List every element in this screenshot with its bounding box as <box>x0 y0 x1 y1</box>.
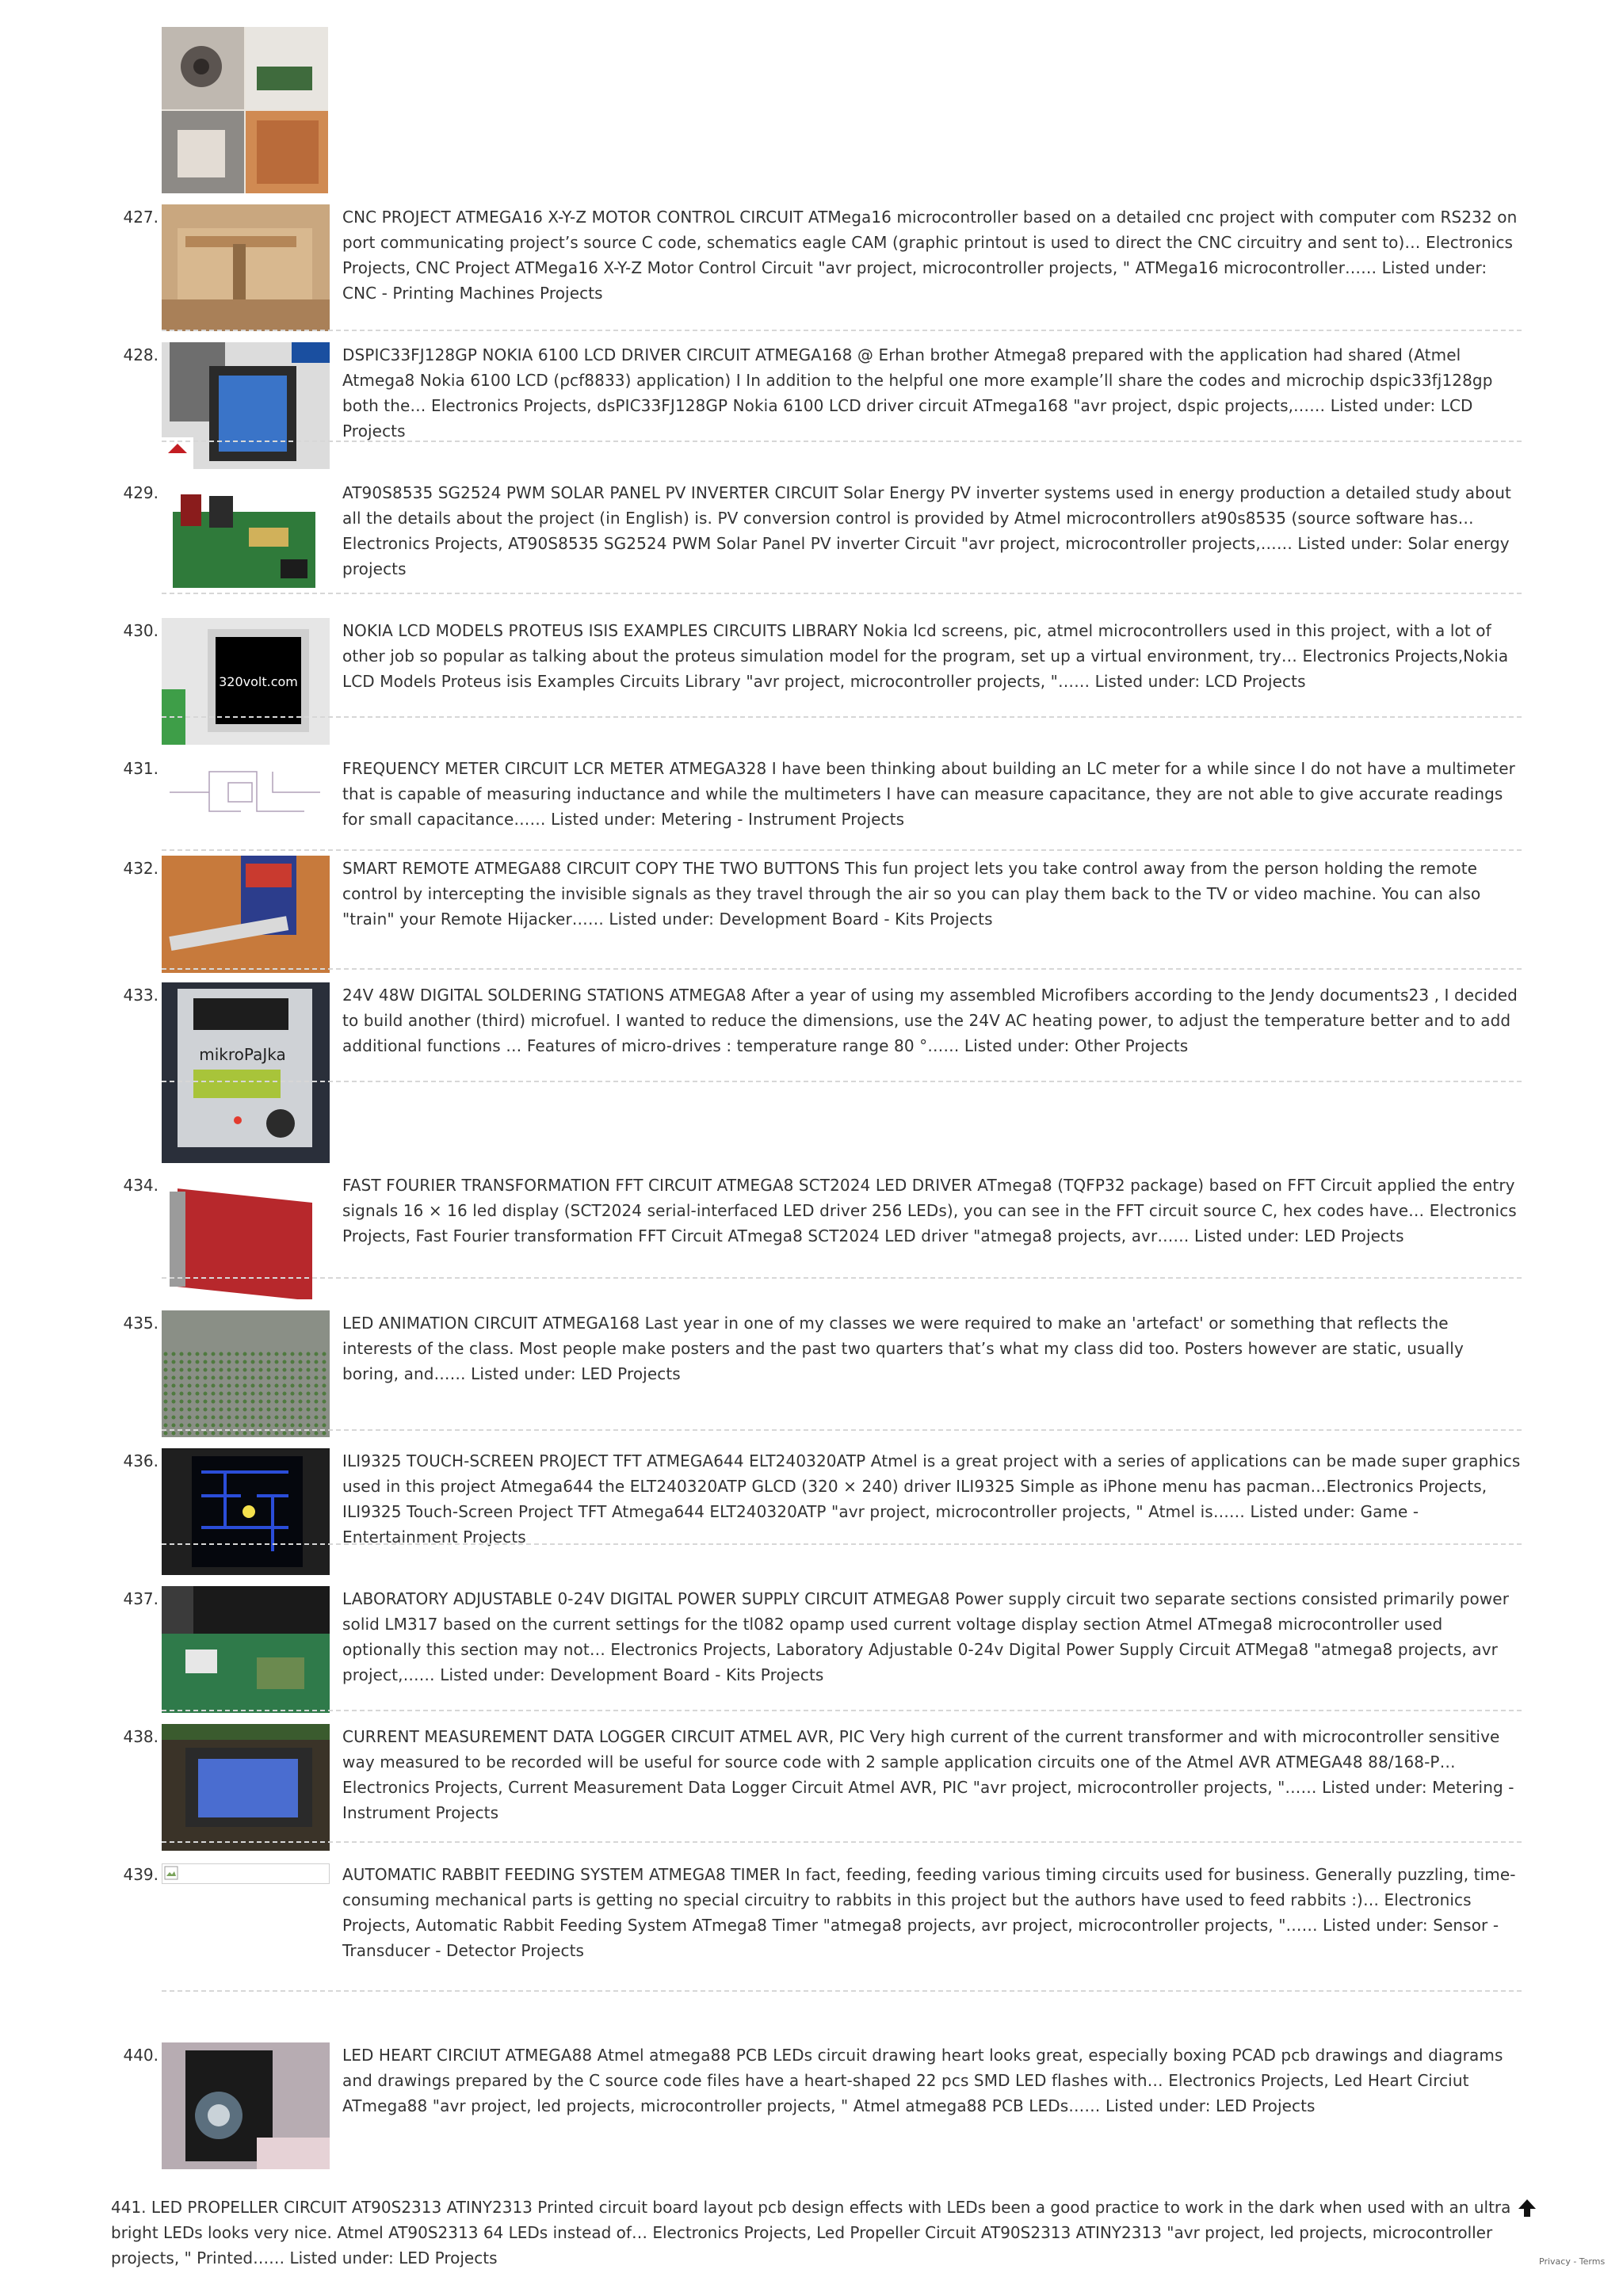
pcb-board-thumbnail[interactable] <box>162 480 330 607</box>
item-separator <box>162 1990 1522 1992</box>
item-description[interactable]: 24V 48W DIGITAL SOLDERING STATIONS ATMEGA8 After a year of using my assembled Microfibers according to the Jendy documents23 , I decided to build another (third) microfuel. I wanted to reduce the dimensions, use the 24V AC heating power, to adjust the temperature better and to add additional functions … Features of micro-drives : temperature range 80 °…… Listed under: Other Projects <box>342 986 1518 1055</box>
item-description[interactable]: FAST FOURIER TRANSFORMATION FFT CIRCUIT ATMEGA8 SCT2024 LED DRIVER ATmega8 (TQFP32 package) based on FFT Circuit applied the entry signals 16 × 16 led display (SCT2024 serial-interfaced LED driver 256 LEDs), you can see in the FFT circuit source C, hex codes have… Electronics Projects, Fast Fourier transformation FFT Circuit ATmega8 SCT2024 LED driver "atmega8 projects, avr…… Listed under: LED Projects <box>342 1176 1517 1245</box>
item-description[interactable]: CURRENT MEASUREMENT DATA LOGGER CIRCUIT ATMEL AVR, PIC Very high current of the current transformer and with microcontroller sensitive way measured to be recorded will be useful for source code with 2 sample application circuits one of the Atmel AVR ATMEGA48 88/168-P…Electronics Projects, Current Measurement Data Logger Circuit Atmel AVR, PIC "avr project, microcontroller projects, "…… Listed under: Metering - Instrument Projects <box>342 1727 1514 1822</box>
item-description[interactable]: LABORATORY ADJUSTABLE 0-24V DIGITAL POWER SUPPLY CIRCUIT ATMEGA8 Power supply circuit two separate sections consisted primarily power solid LM317 based on the current settings for the tl082 opamp used current voltage display section Atmel ATmega8 microcontroller used optionally this section may not… Electronics Projects, Laboratory Adjustable 0-24v Digital Power Supply Circuit ATMega8 "atmega8 projects, avr project,…… Listed under: Development Board - Kits Projects <box>342 1589 1510 1684</box>
item-number: 437. <box>123 1589 158 1608</box>
collage-thumbnail[interactable] <box>162 27 328 193</box>
item-separator <box>162 593 1522 594</box>
item-number: 431. <box>123 759 158 778</box>
item-number: 441. <box>111 2198 147 2217</box>
item-description[interactable]: CNC PROJECT ATMEGA16 X-Y-Z MOTOR CONTROL CIRCUIT ATMega16 microcontroller based on a detailed cnc project with computer com RS232 on port communicating project’s source C code, schematics eagle CAM (graphic printout is used to direct the CNC circuitry and sent to)… Electronics Projects, CNC Project ATMega16 X-Y-Z Motor Control Circuit "avr project, microcontroller projects, " ATMega16 microcontroller…… Listed under: CNC - Printing Machines Projects <box>342 208 1518 303</box>
led-grid-thumbnail[interactable] <box>162 1310 330 1437</box>
item-number: 434. <box>123 1176 158 1195</box>
soldering-station-thumbnail[interactable] <box>162 982 330 1163</box>
item-description[interactable]: AUTOMATIC RABBIT FEEDING SYSTEM ATMEGA8 TIMER In fact, feeding, feeding various timing circuits used for business. Generally puzzling, time-consuming mechanical parts is getting no special circuitry to rabbits in this project but the authors have used to feed rabbits :)… Electronics Projects, Automatic Rabbit Feeding System ATmega8 Timer "atmega8 projects, avr project, microcontroller projects, "…… Listed under: Sensor - Transducer - Detector Projects <box>342 1865 1516 1960</box>
cnc-machine-thumbnail[interactable] <box>162 204 330 331</box>
privacy-terms <box>1539 2256 1605 2267</box>
item-description[interactable]: LED HEART CIRCIUT ATMEGA88 Atmel atmega88 PCB LEDs circuit drawing heart looks great, especially boxing PCAD pcb drawings and diagrams and drawings prepared by the C source code files have a heart-shaped 22 pcs SMD LED flashes with… Electronics Projects, Led Heart Circiut ATmega88 "avr project, led projects, microcontroller projects, " Atmel atmega88 PCB LEDs…… Listed under: LED Projects <box>342 2046 1503 2115</box>
item-number: 432. <box>123 859 158 878</box>
item-separator <box>162 441 1522 442</box>
item-number: 438. <box>123 1727 158 1746</box>
nokia-lcd-thumbnail[interactable] <box>162 342 330 469</box>
footer-separator: - <box>1570 2256 1579 2267</box>
item-description[interactable]: AT90S8535 SG2524 PWM SOLAR PANEL PV INVERTER CIRCUIT Solar Energy PV inverter systems used in energy production a detailed study about all the details about the project (in English) is. PV conversion control is provided by Atmel microcontrollers at90s8535 (source software has… Electronics Projects, AT90S8535 SG2524 PWM Solar Panel PV inverter Circuit "avr project, microcontroller projects,…… Listed under: Solar energy projects <box>342 483 1512 578</box>
lcd-320volt-thumbnail[interactable] <box>162 618 330 745</box>
item-description[interactable]: LED PROPELLER CIRCUIT AT90S2313 ATINY2313 Printed circuit board layout pcb design effects with LEDs been a good practice to work in the dark when used with an ultra bright LEDs looks very nice. Atmel AT90S2313 64 LEDs instead of… Electronics Projects, Led Propeller Circuit AT90S2313 ATINY2313 "avr project, led projects, microcontroller projects, " Printed…… Listed under: LED Projects <box>111 2198 1511 2267</box>
item-separator <box>162 716 1522 718</box>
item-number: 440. <box>123 2046 158 2065</box>
item-description[interactable]: DSPIC33FJ128GP NOKIA 6100 LCD DRIVER CIRCUIT ATMEGA168 @ Erhan brother Atmega8 prepared with the application had shared (Atmel Atmega8 Nokia 6100 LCD (pcf8833) application) I In addition to the helpful one more example’ll share the codes and microchip dspic33fj128gp both the… Electronics Projects, dsPIC33FJ128GP Nokia 6100 LCD driver circuit ATmega168 "avr project, dspic projects,…… Listed under: LCD Projects <box>342 345 1493 441</box>
scroll-to-top-icon[interactable] <box>1517 2198 1537 2218</box>
can-remote-thumbnail[interactable] <box>162 856 330 973</box>
item-separator <box>162 968 1522 970</box>
item-number: 435. <box>123 1314 158 1333</box>
data-logger-thumbnail[interactable] <box>162 1724 330 1851</box>
terms-link[interactable]: Terms <box>1579 2256 1606 2267</box>
thumbnail-label: 320volt.com <box>219 674 298 689</box>
item-description[interactable]: SMART REMOTE ATMEGA88 CIRCUIT COPY THE TWO BUTTONS This fun project lets you take control away from the person holding the remote control by intercepting the invisible signals as they travel through the air so you can play them back to the TV or video machine. You can also "train" your Remote Hijacker…… Listed under: Development Board - Kits Projects <box>342 859 1481 929</box>
item-description[interactable]: ILI9325 TOUCH-SCREEN PROJECT TFT ATMEGA644 ELT240320ATP Atmel is a great project with a series of applications can be made super graphics used in this project Atmega644 the ELT240320ATP GLCD (320 × 240) driver ILI9325 Simple as iPhone menu has pacman…Electronics Projects, ILI9325 Touch-Screen Project TFT Atmega644 ELT240320ATP "avr project, microcontroller projects, " Atmel is…… Listed under: Game - Entertainment Projects <box>342 1451 1521 1547</box>
thumbnail-label: mikroPaJka <box>199 1045 286 1064</box>
item-separator <box>162 1277 1522 1279</box>
item-separator <box>162 849 1522 851</box>
item-number: 430. <box>123 621 158 640</box>
broken-image-icon <box>164 1866 178 1880</box>
schematic-thumbnail[interactable] <box>162 756 330 829</box>
item-separator <box>162 330 1522 331</box>
led-heart-thumbnail[interactable] <box>162 2042 330 2169</box>
item-separator <box>162 1429 1522 1431</box>
item-description[interactable]: LED ANIMATION CIRCUIT ATMEGA168 Last year in one of my classes we were required to make an 'artefact' or something that reflects the interests of the class. Most people make posters and the past two quarters that’s what my class did too. Posters however are static, usually boring, and…… Listed under: LED Projects <box>342 1314 1464 1383</box>
led-matrix-thumbnail[interactable] <box>162 1173 330 1299</box>
item-number: 428. <box>123 345 158 364</box>
item-number: 439. <box>123 1865 158 1884</box>
item-description[interactable]: NOKIA LCD MODELS PROTEUS ISIS EXAMPLES CIRCUITS LIBRARY Nokia lcd screens, pic, atmel microcontrollers used in this project, with a lot of other job so popular as talking about the proteus simulation model for the program, set up a virtual environment, try… Electronics Projects,Nokia LCD Models Proteus isis Examples Circuits Library "avr project, microcontroller projects, "…… Listed under: LCD Projects <box>342 621 1509 691</box>
item-separator <box>162 1710 1522 1711</box>
item-number: 427. <box>123 208 158 227</box>
item-separator <box>162 1841 1522 1843</box>
item-separator <box>162 1081 1522 1082</box>
broken-image-thumbnail[interactable] <box>162 1863 330 1884</box>
item-description[interactable]: FREQUENCY METER CIRCUIT LCR METER ATMEGA328 I have been thinking about building an LC meter for a while since I do not have a multimeter that is capable of measuring inductance and while the multimeters I have can measure capacitance, they are not able to give accurate readings for small capacitance…… Listed under: Metering - Instrument Projects <box>342 759 1515 829</box>
item-separator <box>162 1543 1522 1545</box>
pacman-screen-thumbnail[interactable] <box>162 1448 330 1575</box>
power-supply-thumbnail[interactable] <box>162 1586 330 1713</box>
privacy-link[interactable]: Privacy <box>1539 2256 1571 2267</box>
item-number: 436. <box>123 1451 158 1470</box>
item-number: 429. <box>123 483 158 502</box>
item-number: 433. <box>123 986 158 1005</box>
